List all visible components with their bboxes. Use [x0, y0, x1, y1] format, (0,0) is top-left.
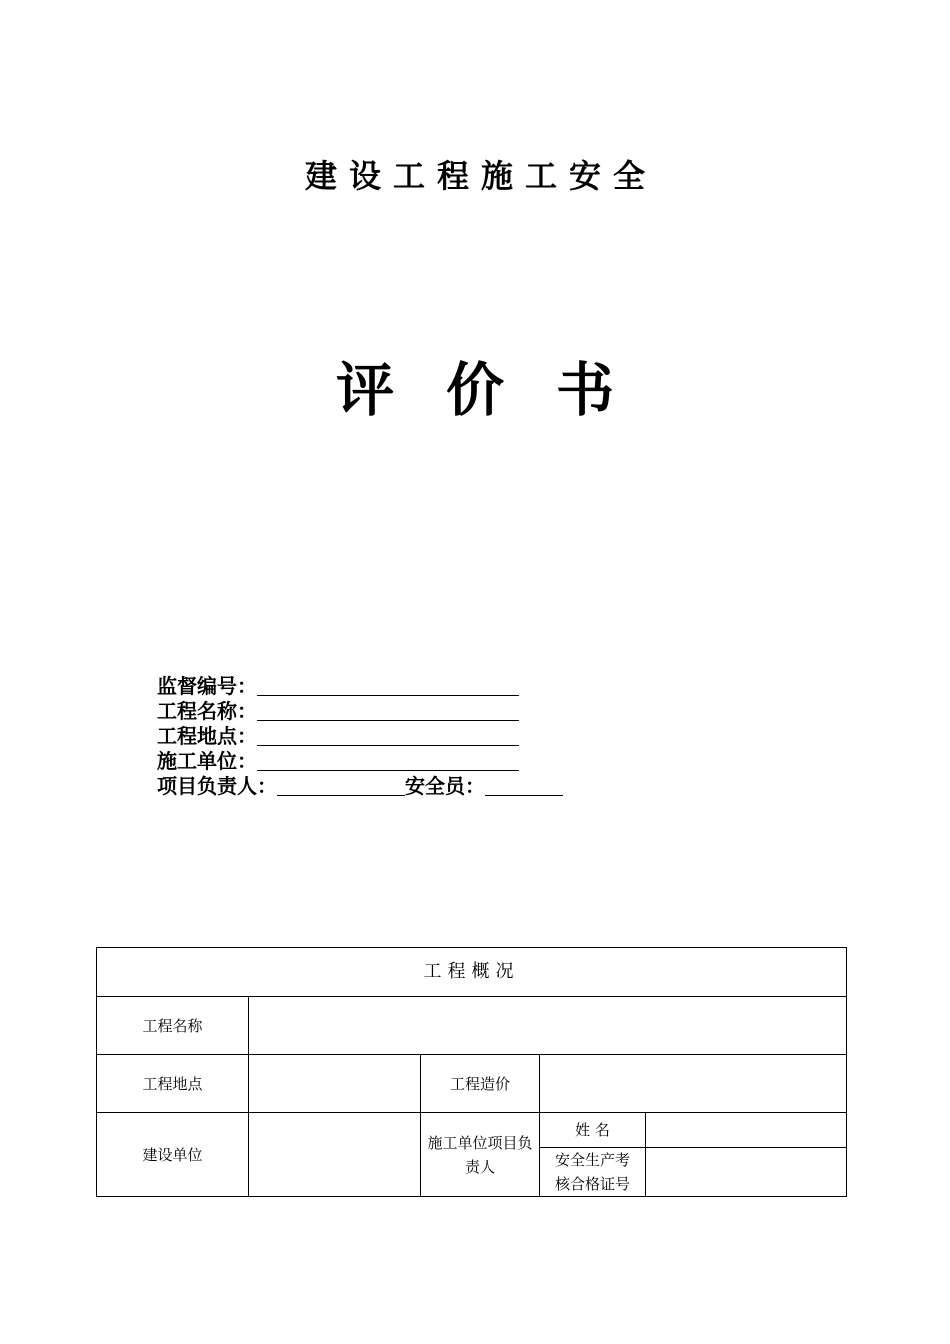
project-location-field[interactable]: [257, 726, 519, 746]
contractor-manager-cell-label: 施工单位项目负责人: [421, 1113, 540, 1197]
safety-officer-field[interactable]: [485, 776, 563, 796]
owner-unit-cell-value[interactable]: [249, 1113, 421, 1197]
supervision-no-label: 监督编号：: [157, 674, 257, 698]
overview-table: [96, 947, 847, 1197]
construction-unit-label: 施工单位：: [157, 749, 257, 773]
manager-row: [157, 774, 563, 799]
project-name-cell-label: 工程名称: [97, 997, 249, 1055]
project-name-row: [157, 699, 563, 724]
project-location-cell-label: 工程地点: [97, 1055, 249, 1113]
document-subtitle: 建设工程施工安全: [304, 157, 657, 195]
project-location-row: [157, 724, 563, 749]
name-cell-value[interactable]: [646, 1113, 847, 1148]
project-name-field[interactable]: [257, 701, 519, 721]
name-cell-label: 姓 名: [540, 1113, 646, 1148]
project-name-cell-value[interactable]: [249, 997, 847, 1055]
construction-unit-field[interactable]: [257, 751, 519, 771]
project-manager-label: 项目负责人：: [157, 774, 277, 798]
project-location-label: 工程地点：: [157, 724, 257, 748]
document-title: 评价书: [335, 356, 666, 424]
owner-unit-cell-label: 建设单位: [97, 1113, 249, 1197]
safety-cert-cell-label: 安全生产考核合格证号: [540, 1148, 646, 1197]
supervision-no-field[interactable]: [257, 676, 519, 696]
project-location-cell-value[interactable]: [249, 1055, 421, 1113]
safety-cert-cell-value[interactable]: [646, 1148, 847, 1197]
supervision-no-row: [157, 674, 563, 699]
info-block: [157, 674, 563, 799]
project-manager-field[interactable]: [277, 776, 405, 796]
safety-officer-label: 安全员：: [405, 774, 485, 798]
construction-unit-row: [157, 749, 563, 774]
overview-heading: 工程概况: [97, 948, 847, 997]
project-cost-cell-value[interactable]: [540, 1055, 847, 1113]
project-cost-cell-label: 工程造价: [421, 1055, 540, 1113]
project-name-label: 工程名称：: [157, 699, 257, 723]
